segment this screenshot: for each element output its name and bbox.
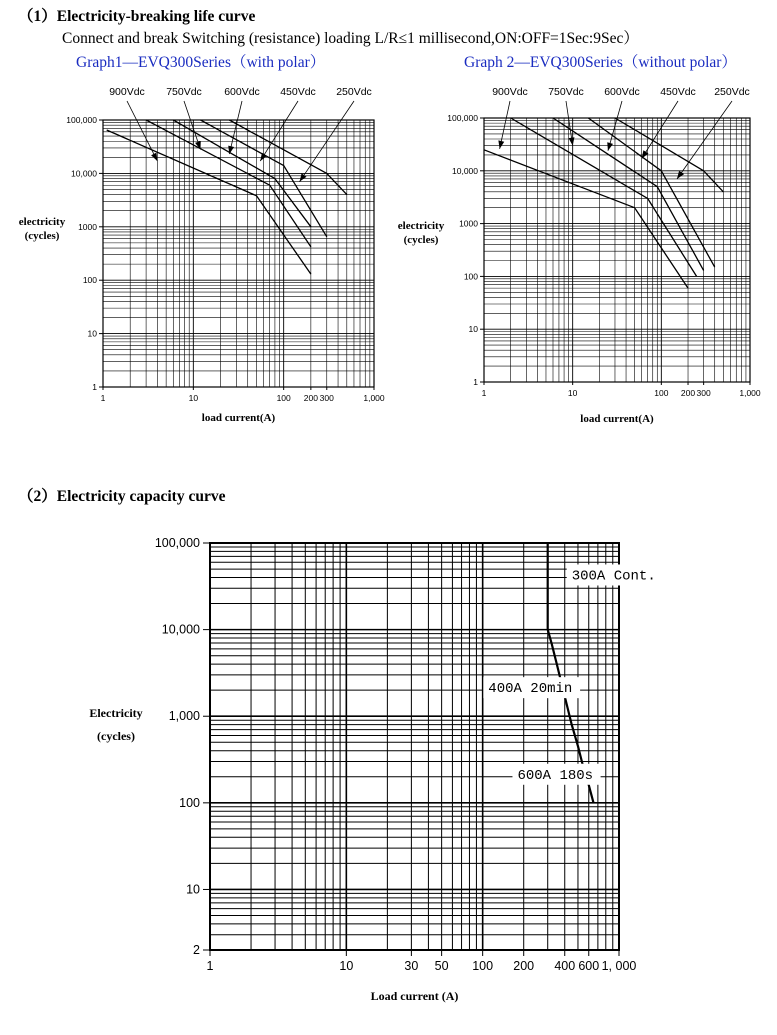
y-axis-label: Electricity	[89, 706, 143, 720]
y-tick-label: 100	[463, 271, 478, 282]
y-tick-label: 100,000	[447, 113, 478, 123]
legend-label-750vdc: 750Vdc	[166, 86, 202, 98]
x-tick-label: 100	[472, 959, 494, 973]
chart-3-group	[89, 536, 663, 1003]
y-tick-label: 10,000	[161, 622, 200, 637]
y-axis-label: electricity	[397, 220, 445, 232]
y-tick-label: 1	[473, 377, 478, 387]
legend-label-250vdc: 250Vdc	[714, 86, 750, 98]
annotation-400a-20min: 400A 20min	[488, 681, 573, 698]
y-axis-label: electricity	[18, 216, 66, 228]
y-tick-label: 2	[193, 943, 200, 957]
x-tick-label: 30	[404, 959, 419, 973]
y-tick-label: 10,000	[452, 165, 478, 176]
x-tick-label: 1	[100, 393, 106, 403]
x-tick-label: 200	[680, 388, 696, 398]
x-tick-label: 600	[578, 959, 600, 973]
x-tick-label: 300	[696, 388, 711, 398]
graph1-title: Graph1—EVQ300Series（with polar）	[76, 54, 326, 71]
x-tick-label: 1, 000	[601, 959, 637, 973]
legend-label-450vdc: 450Vdc	[660, 86, 696, 98]
x-tick-label: 1	[481, 388, 487, 398]
y-axis-label: (cycles)	[403, 234, 439, 246]
x-tick-label: 1,000	[363, 393, 385, 403]
y-tick-label: 10	[468, 324, 478, 335]
y-axis-label: (cycles)	[24, 230, 60, 242]
y-tick-label: 10	[186, 882, 200, 897]
annotation-300a-cont: 300A Cont.	[571, 568, 656, 585]
y-tick-label: 1000	[78, 221, 97, 232]
x-tick-label: 1	[206, 959, 214, 973]
x-tick-label: 300	[319, 393, 334, 403]
y-tick-label: 1000	[459, 218, 478, 229]
x-tick-label: 50	[434, 959, 449, 973]
x-tick-label: 400	[554, 959, 576, 973]
x-axis-label: Load current (A)	[370, 989, 459, 1003]
annotation-600a-180s: 600A 180s	[517, 767, 594, 784]
legend-label-450vdc: 450Vdc	[280, 86, 316, 98]
x-axis-label: load current(A)	[201, 412, 276, 424]
legend-label-250vdc: 250Vdc	[336, 86, 372, 98]
legend-label-600vdc: 600Vdc	[604, 86, 640, 98]
x-tick-label: 200	[513, 959, 535, 973]
x-tick-label: 1,000	[739, 388, 761, 398]
graph2-title: Graph 2—EVQ300Series（without polar）	[464, 54, 737, 71]
x-tick-label: 10	[567, 388, 578, 398]
y-tick-label: 1,000	[168, 709, 200, 724]
x-tick-label: 200	[303, 393, 318, 403]
x-axis-label: load current(A)	[580, 413, 654, 425]
x-tick-label: 100	[654, 388, 669, 398]
y-tick-label: 100	[179, 795, 200, 810]
section2-heading: （2）Electricity capacity curve	[18, 488, 226, 505]
grid-lines	[210, 543, 619, 950]
legend-label-900vdc: 900Vdc	[109, 86, 145, 98]
x-tick-label: 10	[339, 959, 354, 973]
x-tick-label: 10	[188, 393, 199, 403]
y-axis-label: (cycles)	[97, 729, 135, 743]
section1-heading: （1）Electricity-breaking life curve	[18, 8, 256, 25]
y-tick-label: 100	[82, 275, 97, 286]
legend-label-600vdc: 600Vdc	[224, 86, 260, 98]
y-tick-label: 10	[87, 328, 97, 339]
legend-label-900vdc: 900Vdc	[492, 86, 528, 98]
legend-label-750vdc: 750Vdc	[548, 86, 584, 98]
y-tick-label: 10,000	[71, 168, 97, 179]
y-tick-label: 1	[92, 382, 97, 392]
y-tick-label: 100,000	[154, 536, 200, 550]
y-tick-label: 100,000	[66, 115, 97, 125]
x-tick-label: 100	[276, 393, 291, 403]
section1-description: Connect and break Switching (resistance) loading L/R≤1 millisecond,ON:OFF=1Sec:9Sec）	[62, 30, 639, 47]
